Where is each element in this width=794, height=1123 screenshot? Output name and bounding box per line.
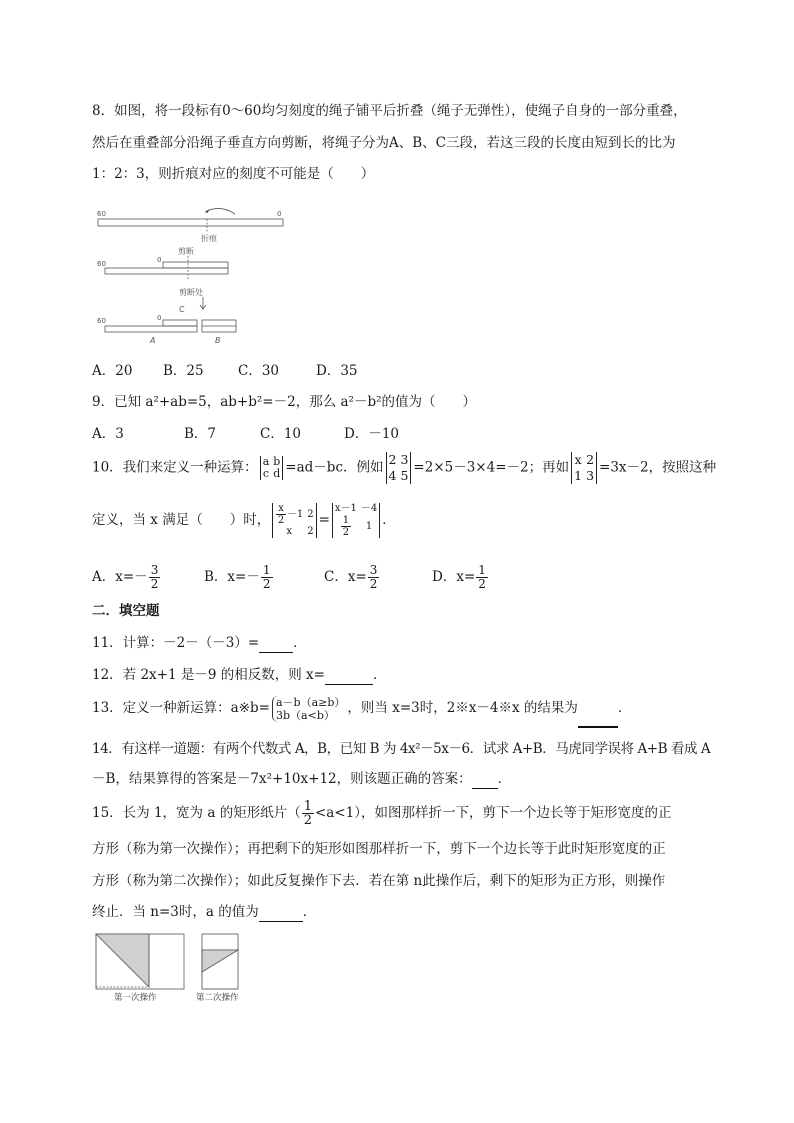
q10-line2 <box>92 500 396 540</box>
opt-a-frac <box>149 564 161 591</box>
q12 <box>92 666 386 685</box>
q11-stem: 11．计算：－2－（－3）= <box>92 635 260 651</box>
opt-b-frac <box>261 564 273 591</box>
fig-label-0-mid: 0 <box>157 256 162 264</box>
q10-line2-a: 定义，当 x 满足（ ）时， <box>92 512 271 528</box>
q15-line1 <box>92 797 672 829</box>
q8-line3: 1：2：3，则折痕对应的刻度不可能是（ ） <box>92 166 375 182</box>
q15-cond-den: 2 <box>303 813 312 828</box>
q14-line2 <box>92 770 511 789</box>
q10-line1 <box>92 452 716 484</box>
q11-end: ． <box>293 635 307 651</box>
opt-c-num: 3 <box>369 563 378 577</box>
opt-b-den: 2 <box>262 577 271 591</box>
q15-line4-a: 终止．当 n=3时，a 的值为 <box>92 904 259 920</box>
opt-b-x: x=－ <box>227 569 260 585</box>
fig-label-60-bot: 60 <box>97 317 106 325</box>
m2-c-num: 1 <box>342 515 350 526</box>
q15-cond-tail: <a<1 <box>314 805 355 821</box>
opt-c-x: x= <box>347 569 367 585</box>
q10-matrix1-det <box>272 503 316 538</box>
q10-end: ． <box>382 512 396 528</box>
m2-b: －4 <box>360 503 378 514</box>
opt-a-label: A． <box>92 569 116 585</box>
q13-case2: 3b（a<b） <box>276 708 335 722</box>
q10-stem-d: =3x－2，按照这种 <box>599 459 717 476</box>
m1-num: x <box>278 503 284 514</box>
fig-cut-point-label: 剪断处 <box>179 288 203 297</box>
ex1-b: 3 <box>400 452 409 467</box>
q10-eq: = <box>318 512 330 528</box>
opt-b-label: B． <box>204 569 228 585</box>
q15-line3: 方形（称为第二次操作）；如此反复操作下去．若在第 n此操作后，剩下的矩形为正方形，则操作 <box>92 873 666 889</box>
opt-c-label: C． <box>324 569 348 585</box>
m2-frac <box>341 515 351 538</box>
q15-line1-b: ），如图那样折一下，剪下一个边长等于矩形宽度的正 <box>354 805 672 821</box>
ex1-a: 2 <box>388 452 397 467</box>
q13-brace <box>272 696 345 722</box>
q11-answer-blank[interactable] <box>259 634 293 653</box>
fig-seg-a: A <box>150 336 156 345</box>
q14-answer-blank[interactable] <box>472 770 498 789</box>
opt-b-num: 1 <box>262 563 271 577</box>
q10-option-d[interactable] <box>432 562 489 592</box>
m1-den: 2 <box>277 515 285 526</box>
ex2-d: 3 <box>586 468 595 483</box>
q10-example2-det <box>571 452 597 484</box>
fig2-caption: 第二次操作 <box>196 993 239 1003</box>
q13 <box>92 690 631 728</box>
q13-case1: a－b（a≥b） <box>276 695 346 709</box>
fold-arrowhead-icon <box>205 209 209 213</box>
opt-a-num: 3 <box>150 563 159 577</box>
q13-end: ． <box>617 700 632 716</box>
q15-figure <box>92 932 252 1006</box>
q8-line1: 8．如图，将一段标有0～60均匀刻度的绳子铺平后折叠（绳子无弹性），使绳子自身的一部分重叠， <box>92 103 687 119</box>
fig-seg-b: B <box>215 336 221 345</box>
q10-def-det <box>260 456 284 480</box>
q10-stem-b: =ad－bc．例如 <box>285 459 384 476</box>
fold-arrow-icon <box>205 208 235 214</box>
q13-stem-a: 13．定义一种新运算：a※b= <box>92 700 270 716</box>
det-c: c <box>262 467 270 480</box>
m1-tail: －1 <box>286 509 304 520</box>
q13-stem-b: ，则当 x=3时，2※x－4※x 的结果为 <box>347 700 578 716</box>
opt-a-den: 2 <box>150 577 159 591</box>
det-a: a <box>262 455 270 468</box>
opt-d-num: 1 <box>478 563 486 577</box>
opt-d-frac <box>476 564 488 591</box>
det-b: b <box>273 455 281 468</box>
section-title-fill-in: 二．填空题 <box>92 603 160 619</box>
ex2-a: x <box>574 452 582 467</box>
q15-line1-a: 15．长为 1，宽为 a 的矩形纸片（ <box>92 805 301 821</box>
piece-c <box>163 320 197 326</box>
fig-label-60-top: 60 <box>97 210 106 218</box>
q15-line4 <box>92 903 316 922</box>
rope-full <box>98 219 283 226</box>
q9-option-a[interactable]: A．3 <box>92 426 124 442</box>
opt-d-label: D． <box>432 569 457 585</box>
fig-seg-c: C <box>179 305 185 314</box>
q8-option-a[interactable]: A．20 <box>92 363 133 379</box>
m2-d: 1 <box>365 520 373 532</box>
q10-example1-det <box>386 452 412 484</box>
det-d: d <box>273 467 281 480</box>
q10-stem-c: =2×5－3×4=－2；再如 <box>413 459 570 476</box>
m1-b: 2 <box>307 508 314 520</box>
q13-answer-blank[interactable] <box>578 690 618 728</box>
q10-stem-a: 10．我们来定义一种运算： <box>92 459 258 476</box>
m1-d: 2 <box>307 526 314 537</box>
q9-option-b[interactable]: B．7 <box>184 426 217 442</box>
q10-option-a[interactable] <box>92 562 161 592</box>
ex2-b: 2 <box>586 452 595 467</box>
q12-end: ． <box>372 667 387 683</box>
q15-answer-blank[interactable] <box>259 903 303 922</box>
m1-frac <box>276 503 286 526</box>
fig-label-0-bot: 0 <box>157 314 162 322</box>
opt-d-x: x= <box>456 569 476 585</box>
q8-line2: 然后在重叠部分沿绳子垂直方向剪断，将绳子分为A、B、C三段，若这三段的长度由短到长的比为 <box>92 135 676 151</box>
q9-stem: 9．已知 a²+ab=5，ab+b²=－2，那么 a²－b²的值为（ ） <box>92 394 477 410</box>
q9-option-c[interactable]: C．10 <box>260 426 302 442</box>
fig2-folded-triangle <box>202 950 238 972</box>
opt-c-den: 2 <box>369 577 378 591</box>
m1-c: x <box>286 526 293 537</box>
piece-a <box>105 326 197 332</box>
ex1-d: 5 <box>400 468 409 483</box>
fig-cut-label: 剪断 <box>178 247 194 256</box>
q11 <box>92 634 307 653</box>
q15-line2: 方形（称为第一次操作）；再把剩下的矩形如图那样折一下，剪下一个边长等于此时矩形宽度的正 <box>92 841 666 857</box>
rope-folded-bottom <box>105 268 228 274</box>
q15-end: ． <box>302 904 317 920</box>
q8-option-d[interactable]: D．35 <box>316 363 358 379</box>
opt-c-frac <box>368 564 380 591</box>
q10-matrix2-det <box>332 503 380 538</box>
q14-end: ． <box>497 771 512 787</box>
q10-option-c[interactable] <box>324 562 380 592</box>
opt-d-den: 2 <box>478 577 486 591</box>
q14-line1: 14．有这样一道题：有两个代数式 A，B，已知 B 为 4x²－5x－6．试求 A+B．马虎同学误将 A+B 看成 A <box>92 741 711 757</box>
ex2-c: 1 <box>574 468 583 483</box>
fig-label-0-top: 0 <box>277 210 282 218</box>
q10-option-b[interactable] <box>204 562 274 592</box>
q12-stem: 12．若 2x+1 是－9 的相反数，则 x= <box>92 667 325 683</box>
q15-cond-num: 1 <box>303 799 312 814</box>
m2-c-den: 2 <box>342 527 350 538</box>
q8-rope-figure <box>95 200 282 350</box>
q14-line2-a: －B，结果算得的答案是－7x²+10x+12，则该题正确的答案： <box>92 771 472 787</box>
fig-fold-label: 折痕 <box>201 234 217 243</box>
q8-option-c[interactable]: C．30 <box>238 363 280 379</box>
opt-a-x: x=－ <box>115 569 148 585</box>
fig1-folded-triangle <box>96 934 149 987</box>
m2-a: x－1 <box>334 503 357 514</box>
q15-cond-frac <box>302 800 314 827</box>
fig1-caption: 第一次操作 <box>114 993 157 1003</box>
rope-folded-top <box>163 262 228 268</box>
q8-option-b[interactable]: B．25 <box>163 363 204 379</box>
q12-answer-blank[interactable] <box>325 666 373 685</box>
ex1-c: 4 <box>388 468 397 483</box>
fig-label-60-mid: 60 <box>97 260 106 268</box>
q9-option-d[interactable]: D．－10 <box>344 426 400 442</box>
